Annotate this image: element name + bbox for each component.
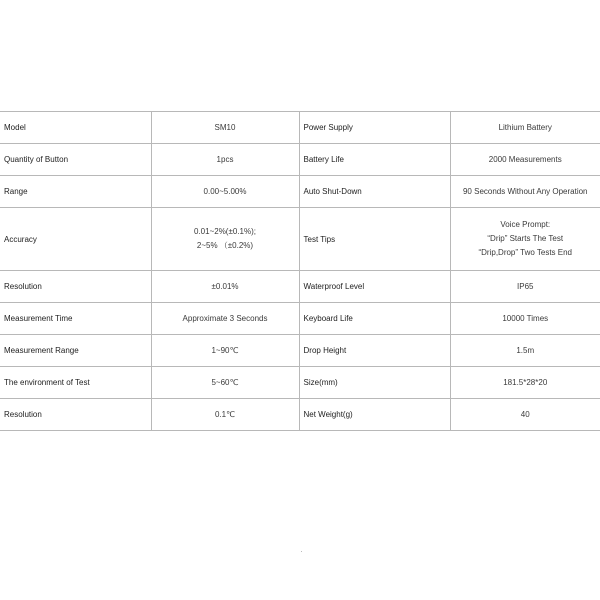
spec-value-line: “Drip” Starts The Test [487,234,564,243]
spec-label: Drop Height [299,335,450,367]
spec-value-line: IP65 [517,281,534,291]
spec-label: Resolution [0,399,151,431]
table-row [0,208,600,271]
spec-table [0,111,600,431]
spec-value [151,303,299,335]
table-row [0,367,600,399]
spec-label: Measurement Range [0,335,151,367]
table-row [0,399,600,431]
spec-value-line: Lithium Battery [498,122,552,132]
spec-value [450,367,600,399]
spec-value [450,208,600,271]
spec-value-line: “Drip,Drop” Two Tests End [478,248,572,257]
spec-value-line: Approximate 3 Seconds [182,313,268,323]
spec-value [151,271,299,303]
spec-label: The environment of Test [0,367,151,399]
spec-value-line: 181.5*28*20 [503,377,548,387]
spec-value [450,271,600,303]
stray-dot [301,551,302,552]
spec-label: Resolution [0,271,151,303]
spec-value [151,335,299,367]
spec-value-line: 90 Seconds Without Any Operation [462,186,588,196]
spec-value [450,335,600,367]
spec-label: Accuracy [0,208,151,271]
spec-value-line: 1pcs [216,154,234,164]
spec-value-line: ±0.01% [211,281,239,291]
table-row [0,144,600,176]
table-row [0,112,600,144]
spec-label: Size(mm) [299,367,450,399]
spec-value-line: 40 [520,409,530,419]
spec-value-line: 0.00~5.00% [203,186,247,196]
spec-value [450,176,600,208]
table-row [0,176,600,208]
spec-value-line: Voice Prompt: [500,220,551,229]
spec-value [151,367,299,399]
spec-value-line: 1~90℃ [211,345,239,355]
spec-value [450,144,600,176]
table-row [0,335,600,367]
spec-label: Waterproof Level [299,271,450,303]
spec-label: Keyboard Life [299,303,450,335]
spec-value-line: 1.5m [516,345,535,355]
spec-value-line: 2000 Measurements [488,154,562,164]
spec-label: Measurement Time [0,303,151,335]
spec-value [151,208,299,271]
spec-value-line: SM10 [214,122,236,132]
table-row [0,303,600,335]
spec-label: Range [0,176,151,208]
spec-value-line: 5~60℃ [211,377,239,387]
spec-value [450,303,600,335]
spec-label: Net Weight(g) [299,399,450,431]
spec-value-line: 0.1℃ [214,409,236,419]
spec-value [151,399,299,431]
spec-label: Quantity of Button [0,144,151,176]
spec-value [151,112,299,144]
spec-value-line: 2~5% （±0.2%) [196,241,254,250]
spec-value-line: 10000 Times [502,313,549,323]
spec-value [151,176,299,208]
spec-label: Auto Shut-Down [299,176,450,208]
spec-label: Test Tips [299,208,450,271]
spec-value-line: 0.01~2%(±0.1%); [194,227,256,236]
spec-value [151,144,299,176]
spec-label: Model [0,112,151,144]
table-row [0,271,600,303]
spec-table-body [0,112,600,431]
spec-label: Battery Life [299,144,450,176]
spec-value [450,399,600,431]
spec-label: Power Supply [299,112,450,144]
spec-value [450,112,600,144]
